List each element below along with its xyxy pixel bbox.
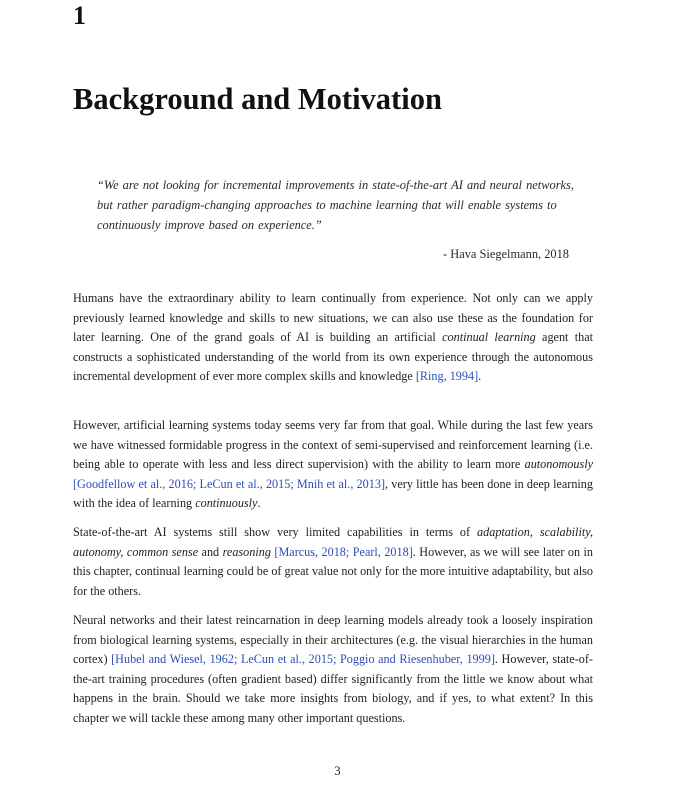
paragraph-text: Humans have the extraordinary ability to learn continually from experience. Not only can we apply previously learned knowledge and skills to new situations, we can also use these as the foundation for later learning. One of the grand goals of AI is building an artificial — [73, 291, 593, 345]
citation-link[interactable]: [Hubel and Wiesel, 1962; LeCun et al., 2015; Poggio and Riesenhuber, 1999] — [111, 652, 495, 667]
paragraph-text: agent that constructs a sophisticated understanding of the world from its own experience through the autonomous incremental development of ever more complex skills and knowledge — [73, 330, 593, 384]
epigraph-attribution: - Hava Siegelmann, 2018 — [443, 247, 569, 261]
emphasis-text: reasoning — [222, 544, 271, 559]
citation-link[interactable]: [Goodfellow et al., 2016; LeCun et al., 2015; Mnih et al., 2013] — [73, 476, 386, 491]
emphasis-text: adaptation, scalability, autonomy, common sense — [73, 525, 594, 559]
body-paragraph — [73, 611, 593, 729]
emphasis-text: autonomously — [524, 457, 593, 472]
citation-link[interactable]: [Ring, 1994] — [415, 369, 479, 384]
paragraph-text: Neural networks and their latest reincarnation in deep learning models already took a loosely inspiration from biological learning systems, especially in their architectures (e.g. the visual hierarchies in the human cortex) — [73, 613, 593, 667]
citation-link[interactable]: [Marcus, 2018; Pearl, 2018] — [274, 544, 413, 559]
paragraph-text: . — [257, 496, 261, 511]
emphasis-text: continuously — [195, 496, 258, 511]
paragraph-text: However, artificial learning systems today seems very far from that goal. While during the last few years we have witnessed formidable progress in the context of semi-supervised and reinforcement learning (i.e. being able to operate with less and less direct supervision) with the ability to learn more — [73, 418, 593, 472]
paragraph-text: . However, as we will see later on in this chapter, continual learning could be of great value not only for the more intuitive adaptability, but also for the others. — [73, 544, 593, 598]
page-number: 3 — [334, 764, 341, 778]
body-paragraph — [73, 416, 593, 514]
chapter-title: Background and Motivation — [73, 82, 442, 116]
chapter-number: 1 — [73, 1, 86, 30]
paragraph-text: . However, state-of-the-art training procedures (often gradient based) differ significantly from the little we know about what happens in the brain. Should we take more insights from biology, and if yes, to what extent? In this chapter we will tackle these among many other important questions. — [73, 652, 593, 725]
body-paragraph — [73, 289, 593, 387]
paragraph-text: . — [478, 369, 482, 384]
paragraph-text: , very little has been done in deep learning with the idea of learning — [73, 476, 593, 511]
body-paragraph — [73, 523, 593, 601]
paragraph-text: State-of-the-art AI systems still show very limited capabilities in terms of — [73, 525, 478, 539]
emphasis-text: continual learning — [442, 330, 536, 345]
paragraph-text: and — [198, 544, 223, 559]
epigraph-quote: “We are not looking for incremental improvements in state-of-the-art AI and neural networks, but rather paradigm-changing approaches to machine learning that will enable systems to continuously improve based on experience.” — [97, 178, 574, 232]
